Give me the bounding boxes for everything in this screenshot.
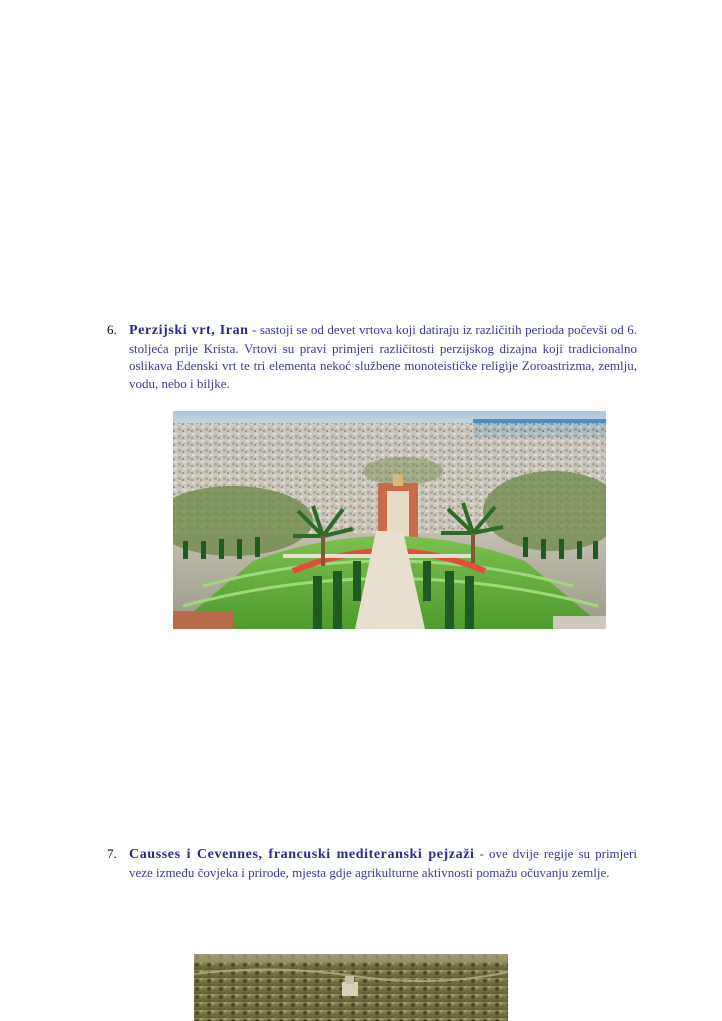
list-item-number: 6. <box>107 322 117 337</box>
list-item-title: Causses i Cevennes, francuski mediteranski pejzaži <box>129 847 475 862</box>
list-item-text: - ove dvije regije su primjeri veze između čovjeka i prirode, mjesta gdje agrikulturne aktivnosti pomažu očuvanju zemlje. <box>129 846 637 880</box>
list-item-title: Perzijski vrt, Iran <box>129 323 249 338</box>
list-item-6 <box>107 321 637 392</box>
list-item-number: 7. <box>107 846 117 861</box>
list-item-text: - sastoji se od devet vrtova koji datiraju iz različitih perioda počevši od 6. stoljeća prije Krista. Vrtovi su pravi primjeri različitosti perzijskog dizajna koji tradicionalno oslikava Edenski vrt te tri elementa nekoć službene monoteističke religije Zoroastrizma, zemlju, vodu, nebo i biljke. <box>129 322 637 391</box>
causses-cevennes-photo <box>194 954 508 1021</box>
list-item-7 <box>107 845 637 881</box>
list-item-body <box>129 321 637 392</box>
list-item-body <box>129 845 637 881</box>
persian-garden-photo <box>173 411 606 629</box>
